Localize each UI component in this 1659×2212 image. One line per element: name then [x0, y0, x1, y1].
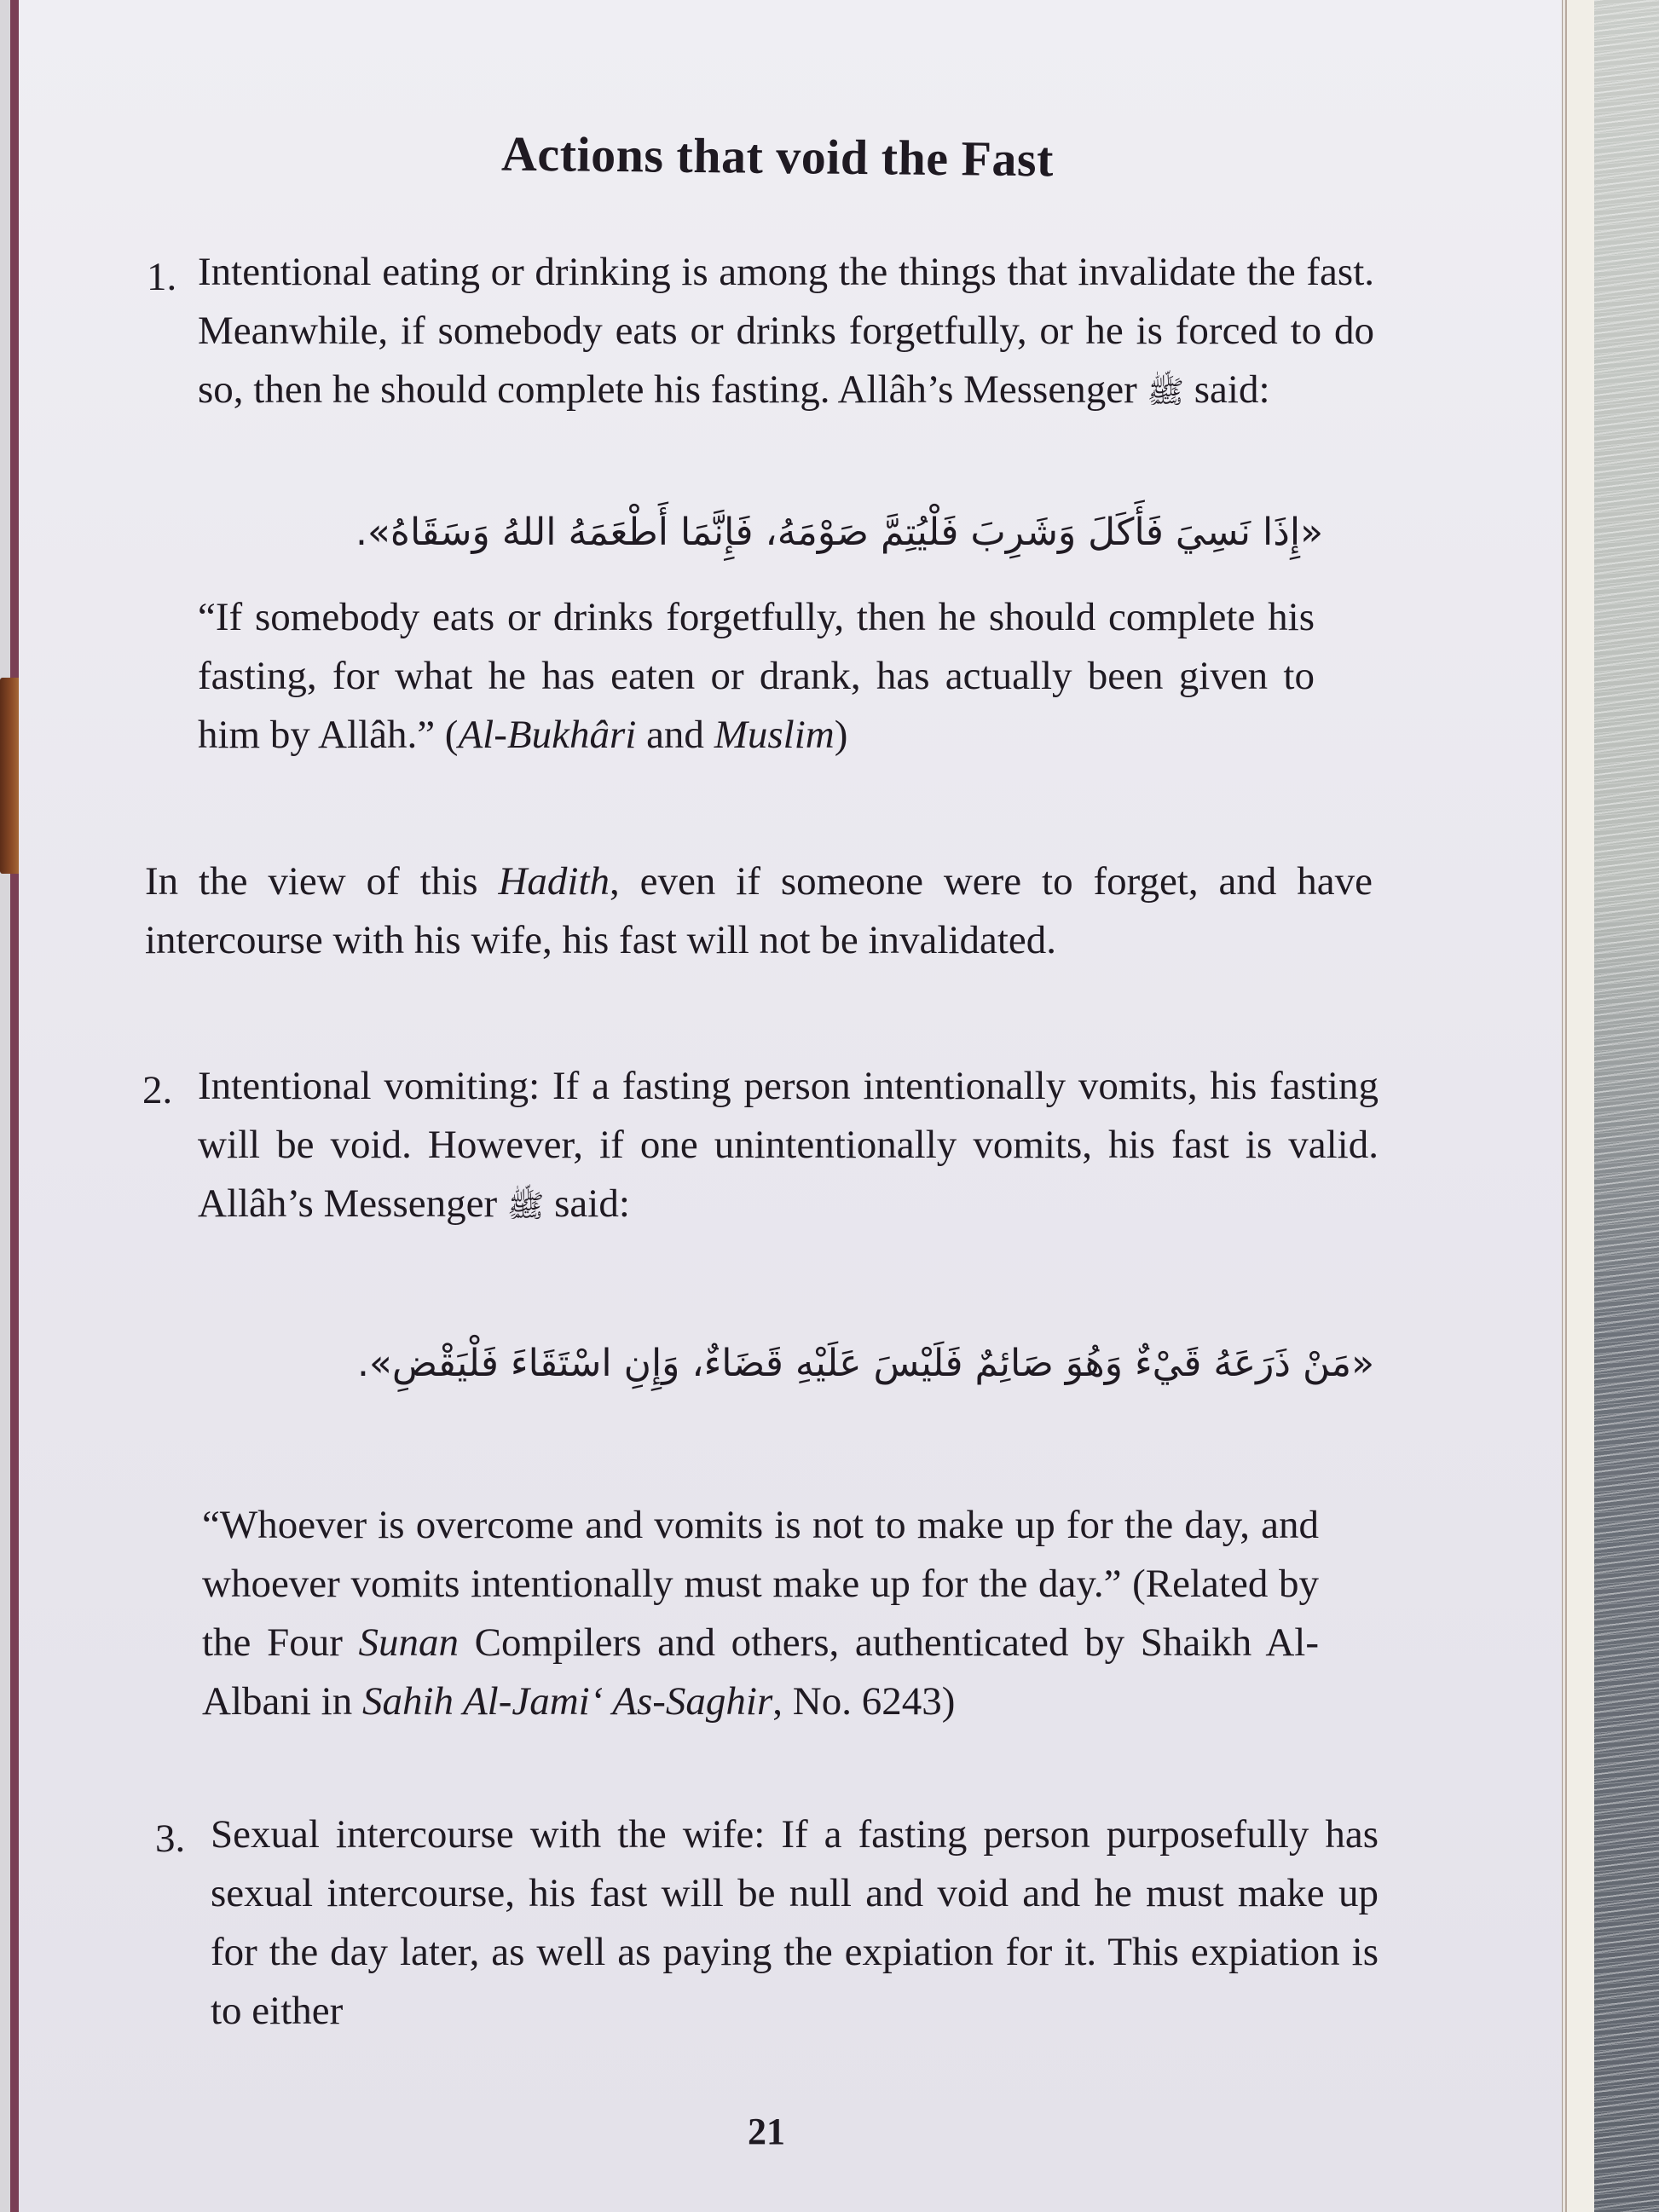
item-number-2: 2. [142, 1068, 173, 1112]
item-2-text [198, 1057, 1379, 1236]
page-title: Actions that void the Fast [500, 125, 1055, 188]
translation-1-text: “If somebody eats or drinks forgetfully, then he should complete his fasting, for what he has eaten or drank, has actually been given to him by Allâh.” ( [198, 595, 1315, 757]
translation-1 [198, 588, 1315, 765]
source-and: and [636, 713, 714, 757]
source-compilers: Compilers and others, authenticated by Shaikh Al-Albani in [202, 1620, 1319, 1724]
source-sunan: Sunan [358, 1620, 460, 1665]
honorific-icon: ﷺ [1147, 375, 1184, 410]
page-edges [1560, 0, 1594, 2212]
commentary-hadith: Hadith [498, 859, 610, 904]
item-1-said: said: [1183, 367, 1270, 412]
arabic-hadith-2: «مَنْ ذَرَعَهُ قَيْءٌ وَهُوَ صَائِمٌ فَلَيْسَ عَلَيْهِ قَضَاءٌ، وَإِنِ اسْتَقَاءَ فَلْيَقْضِ». [356, 1342, 1374, 1385]
item-1-body: Intentional eating or drinking is among the things that invalidate the fast. Meanwhile, if somebody eats or drinks forgetfully, or he is forced to do so, then he should complete his fasting. Allâh’s Messenger [198, 250, 1374, 412]
source-sahih-al-jami: Sahih Al-Jami‘ As-Saghir [361, 1679, 773, 1724]
hadith-commentary [145, 852, 1373, 970]
item-2-body: Intentional vomiting: If a fasting person intentionally vomits, his fasting will be void. However, if one unintentionally vomits, his fast is valid. Allâh’s Messenger [198, 1064, 1379, 1226]
source-close: ) [834, 713, 848, 757]
source-bukhari: Al-Bukhâri [458, 713, 637, 757]
item-3-body: Sexual intercourse with the wife: If a fasting person purposefully has sexual intercourse, his fast will be null and void and he must make up for the day later, as well as paying the expiation for it. This expiation is to either [211, 1812, 1379, 2033]
arabic-hadith-1: «إِذَا نَسِيَ فَأَكَلَ وَشَرِبَ فَلْيُتِمَّ صَوْمَهُ، فَإِنَّمَا أَطْعَمَهُ اللهُ وَسَقَاهُ». [356, 511, 1323, 554]
source-muslim: Muslim [714, 713, 835, 757]
honorific-icon: ﷺ [506, 1189, 545, 1224]
item-number-1: 1. [147, 255, 177, 299]
item-number-3: 3. [155, 1816, 186, 1861]
fur-background [1593, 0, 1659, 2212]
item-1-text [198, 243, 1374, 422]
item-2-said: said: [544, 1181, 630, 1226]
book-page [19, 0, 1562, 2212]
commentary-before: In the view of this [145, 859, 499, 904]
translation-2-text: “Whoever is overcome and vomits is not to make up for the day, and whoever vomits intentionally must make up for the day.” (Related by the Four [202, 1503, 1319, 1665]
page-number: 21 [748, 2111, 785, 2152]
translation-2 [202, 1496, 1319, 1731]
source-number: , No. 6243) [772, 1679, 956, 1724]
commentary-after: , even if someone were to forget, and have intercourse with his wife, his fast will not be invalidated. [145, 859, 1373, 962]
item-3-text [211, 1805, 1379, 2041]
